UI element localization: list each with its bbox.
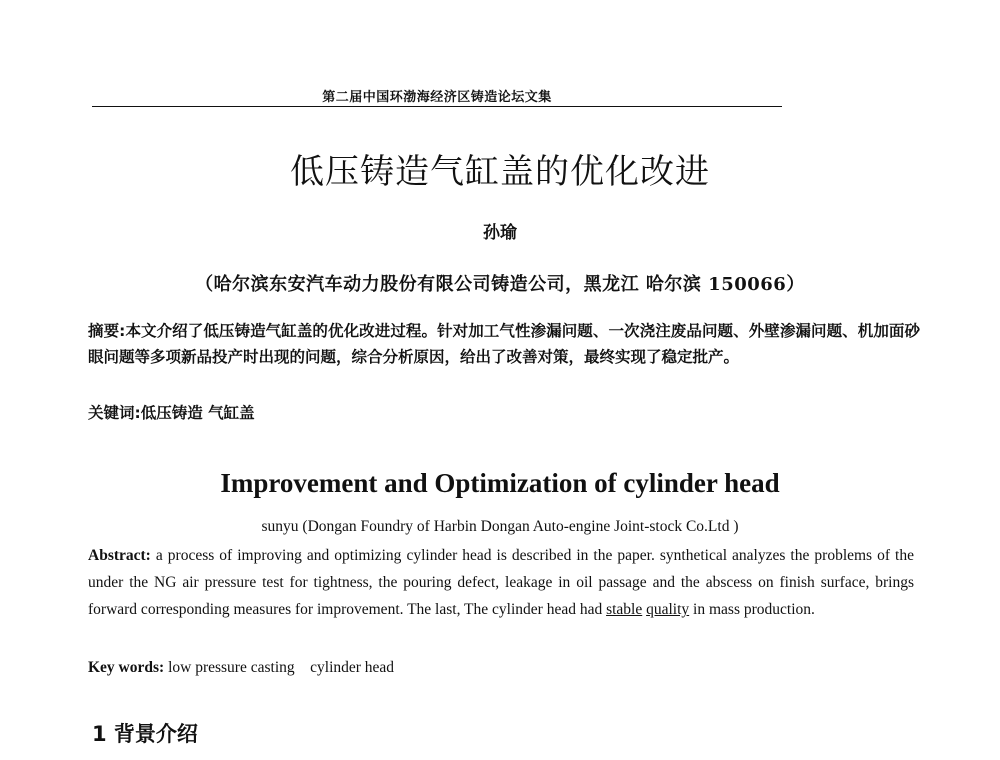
english-keywords bbox=[88, 656, 394, 680]
abstract-text-part-b: in mass production. bbox=[689, 601, 815, 618]
chinese-author: 孙瑜 bbox=[483, 223, 517, 243]
chinese-keywords: 关键词:低压铸造 气缸盖 bbox=[88, 404, 255, 422]
english-title: Improvement and Optimization of cylinder head bbox=[220, 468, 780, 498]
abstract-underlined-word-2: quality bbox=[646, 601, 690, 618]
running-header: 第二届中国环渤海经济区铸造论坛文集 bbox=[322, 90, 552, 105]
abstract-text-part-a: a process of improving and optimizing cylinder head is described in the paper. synthetical analyzes the problems of the under the NG air pressure test for tightness, the pouring defect, leakage in oil passage and the abscess on finish surface, brings forward corresponding measures for improvement. The last, The cylinder head had bbox=[88, 547, 914, 618]
english-abstract bbox=[88, 542, 914, 623]
english-author-line: sunyu (Dongan Foundry of Harbin Dongan Auto-engine Joint-stock Co.Ltd ) bbox=[261, 518, 739, 535]
section-heading: 1 背景介绍 bbox=[92, 722, 198, 746]
chinese-abstract: 摘要:本文介绍了低压铸造气缸盖的优化改进过程。针对加工气性渗漏问题、一次浇注废品问题、外壁渗漏问题、机加面砂眼问题等多项新品投产时出现的问题，综合分析原因，给出了改善对策，最终实现了稳定批产。 bbox=[88, 322, 920, 366]
chinese-title: 低压铸造气缸盖的优化改进 bbox=[290, 152, 710, 192]
keywords-text: low pressure casting cylinder head bbox=[164, 659, 395, 676]
keywords-label: Key words: bbox=[88, 659, 165, 676]
header-rule bbox=[92, 106, 782, 107]
abstract-label: Abstract: bbox=[88, 547, 151, 564]
chinese-affiliation: （哈尔滨东安汽车动力股份有限公司铸造公司，黑龙江 哈尔滨 150066） bbox=[195, 274, 805, 295]
abstract-underlined-word-1: stable bbox=[606, 601, 643, 618]
